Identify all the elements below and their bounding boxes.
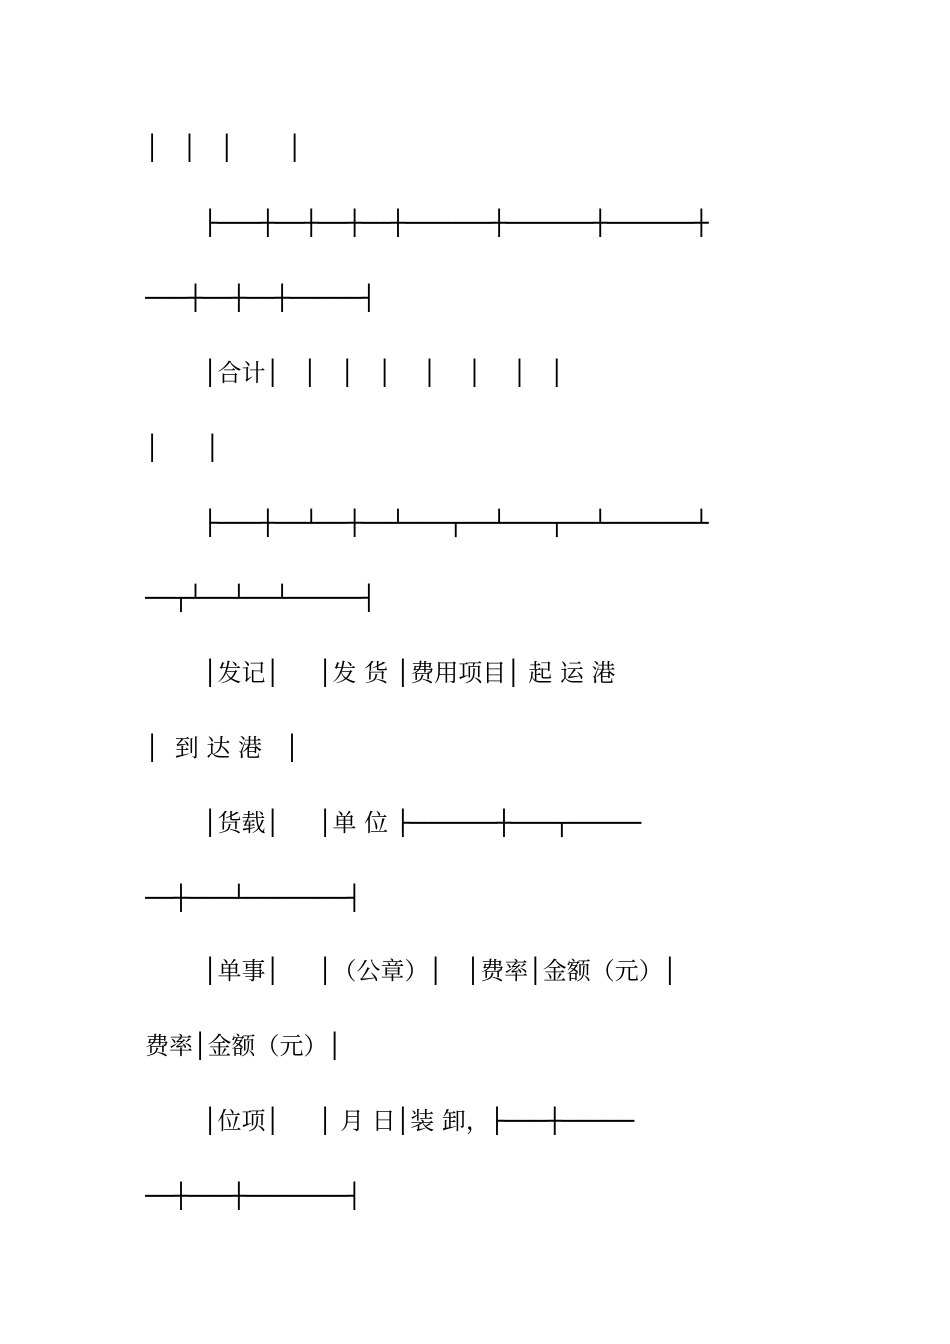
table-rule-line: ├───┼──┴──┼──┴───┬──┴───┬──┴──────┴ [203,509,709,537]
table-header-row: │位项│ │ 月 日│装 卸，├───┼───── [203,1107,635,1135]
table-header-row-continued: 费率│金额（元）│ [145,1032,342,1060]
table-header-row: │货载│ │单 位 ├──────┼───┬───── [203,809,642,837]
table-rule-line: ──┼───┴───────┤ [145,884,362,912]
table-rule-line: ───┼──┼──┼─────┤ [145,284,377,312]
table-row-total: │合计│ │ │ │ │ │ │ │ [203,359,565,387]
table-rule-line: ──┬┴──┴──┴─────┤ [145,584,377,612]
table-header-row: │发记│ │发 货 │费用项目│ 起 运 港 [203,659,616,687]
table-header-row-continued: │ 到 达 港 │ [145,734,300,762]
table-rule-line: ├───┼──┼──┼──┼──────┼──────┼──────┼ [203,209,709,237]
table-border-line: │ │ [145,434,220,462]
table-rule-line: ──┼───┼───────┤ [145,1182,362,1210]
table-header-row: │单事│ │（公章）│ │费率│金额（元）│ [203,957,678,985]
table-border-line: │ │ │ │ [145,134,302,162]
